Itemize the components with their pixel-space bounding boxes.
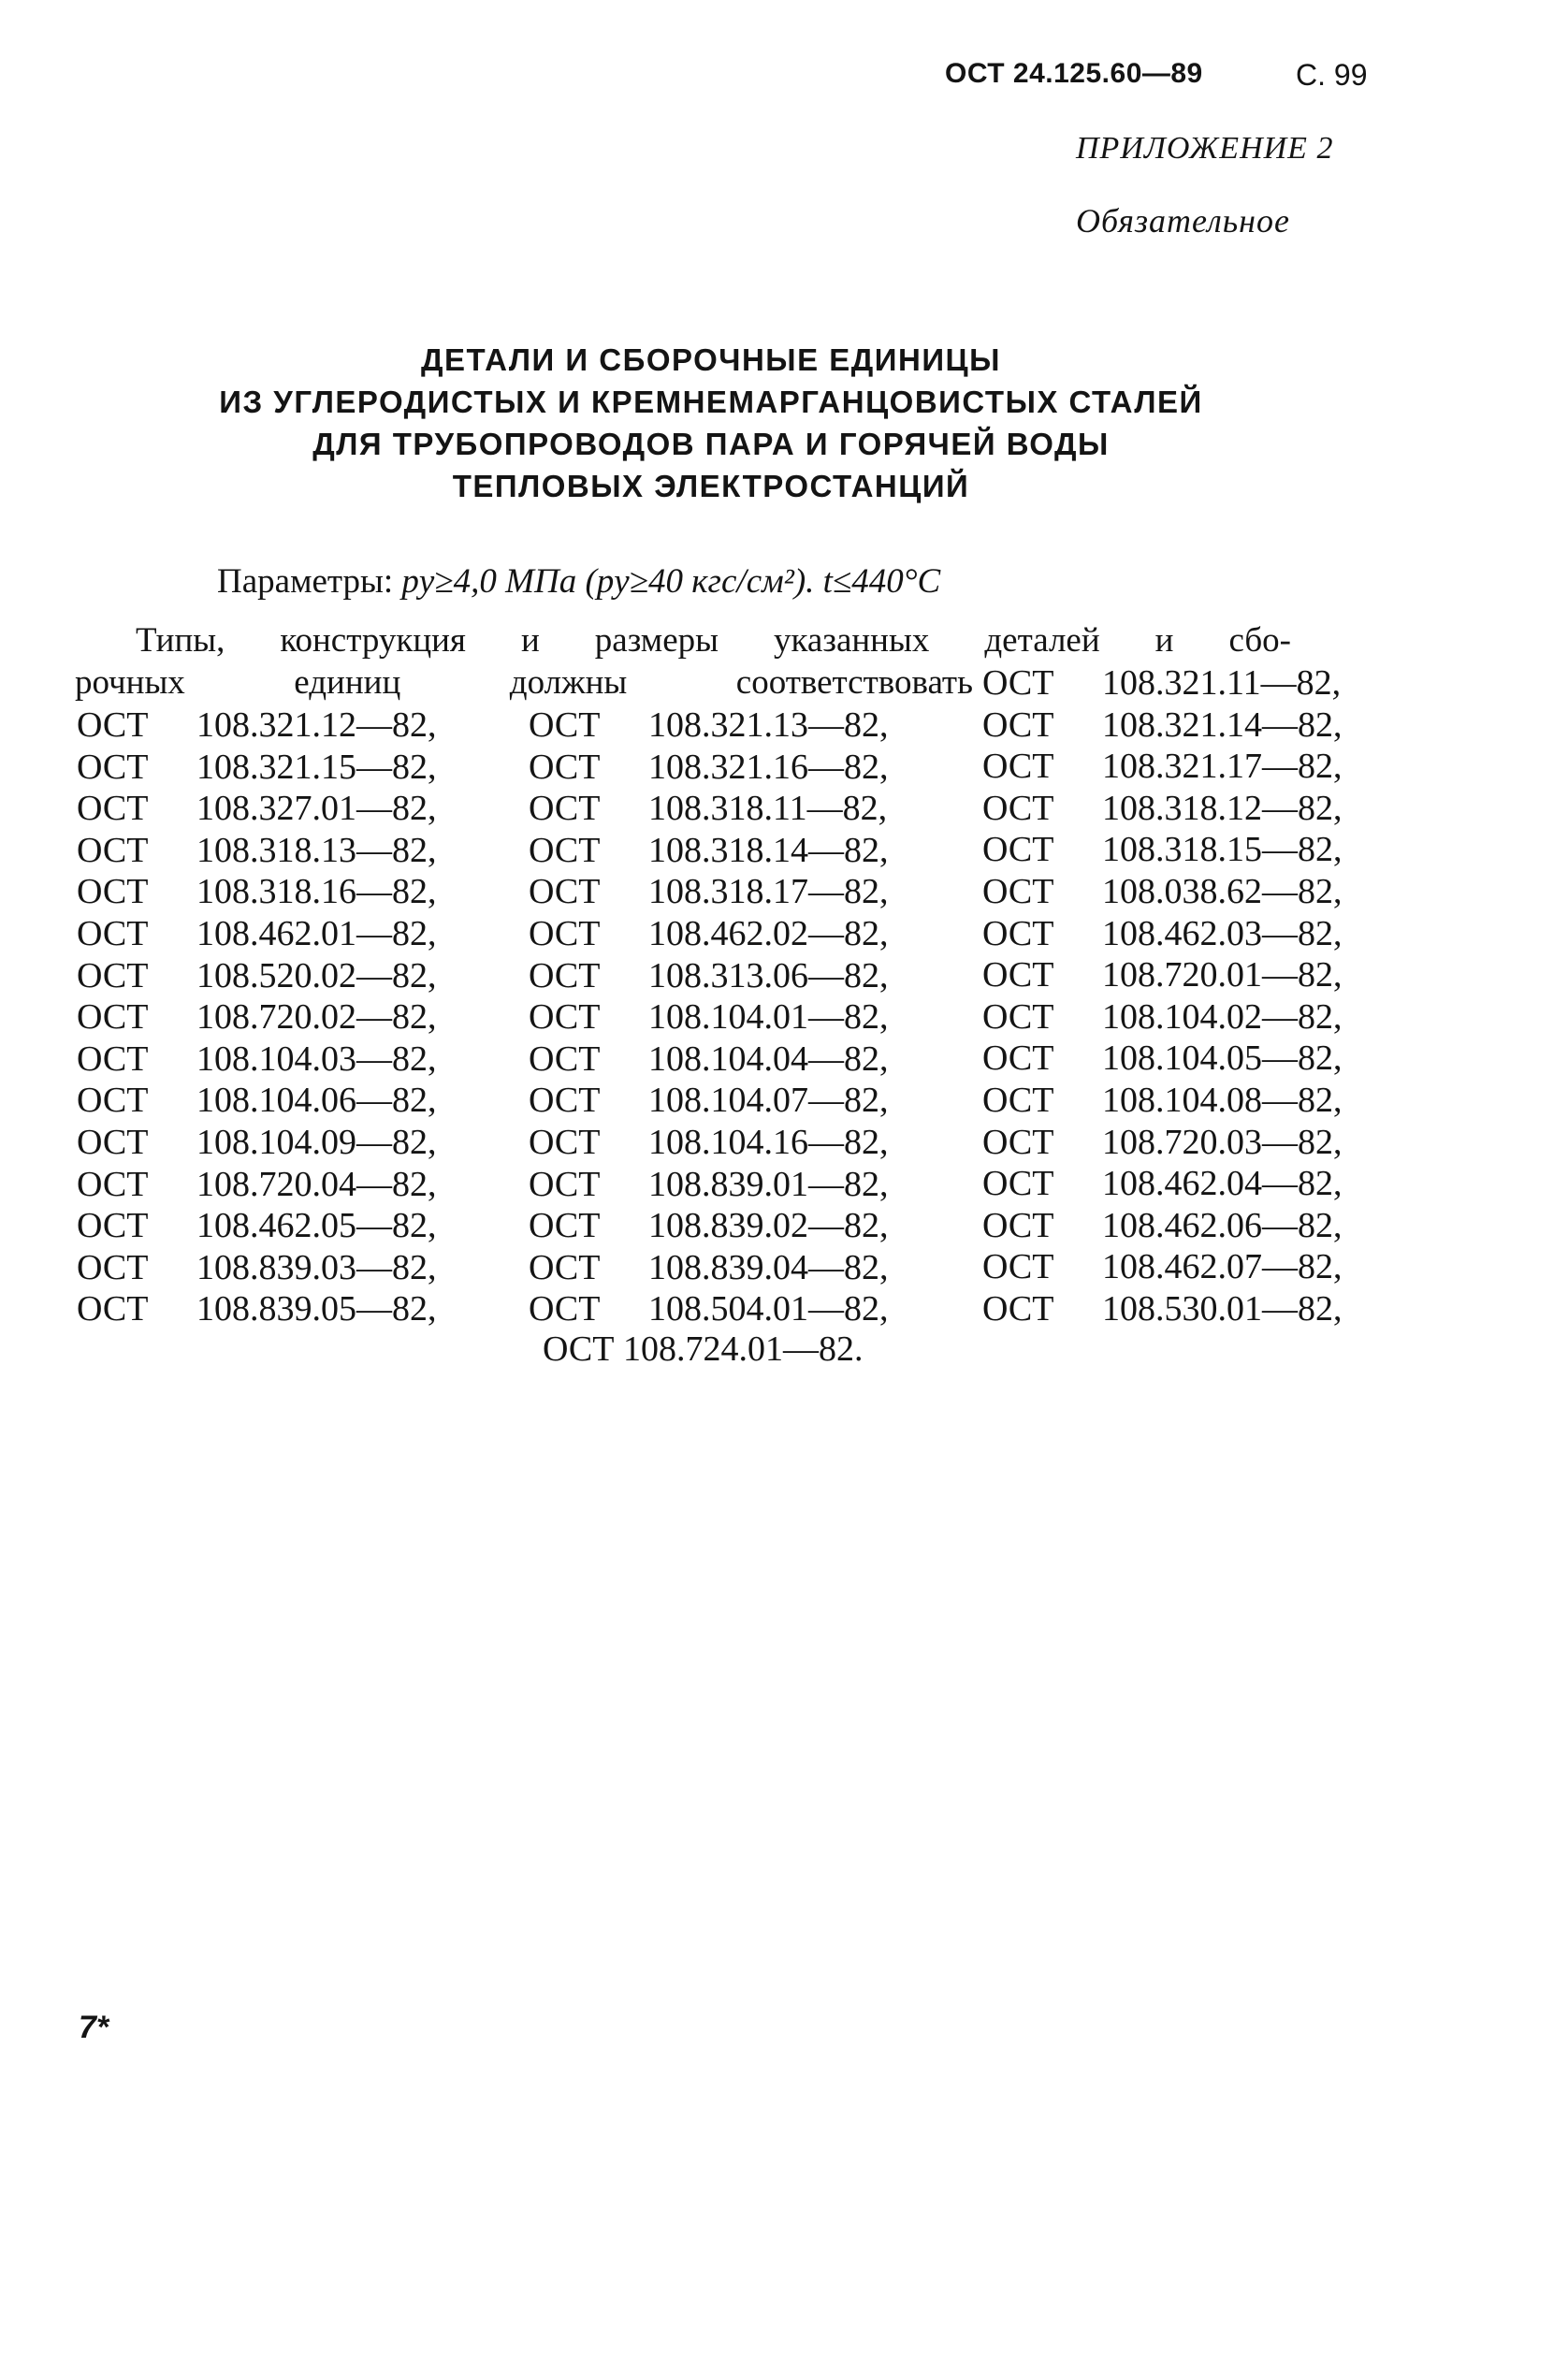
standard-number: 108.318.15—82, [1102, 830, 1343, 870]
standards-column-1 [77, 704, 437, 1330]
standard-number: 108.839.05—82, [196, 1289, 437, 1329]
standard-entry [529, 1164, 889, 1206]
intro-word: указанных [773, 621, 930, 660]
standard-prefix: ОСТ [529, 1289, 601, 1329]
title-line: ДЕТАЛИ И СБОРОЧНЫЕ ЕДИНИЦЫ [421, 342, 1001, 377]
standard-number: 108.462.01—82, [196, 913, 437, 953]
standard-entry [982, 954, 1343, 996]
standard-entry [77, 1080, 437, 1122]
standard-number: 108.462.02—82, [648, 913, 889, 953]
standard-entry [982, 788, 1343, 830]
intro-word: размеры [594, 621, 719, 660]
standard-prefix: ОСТ [77, 1081, 149, 1121]
standard-number: 108.321.12—82, [196, 705, 437, 745]
standard-number: 108.104.07—82, [648, 1081, 889, 1121]
standard-entry [77, 1205, 437, 1247]
intro-word: Типы, [136, 621, 225, 660]
standard-number: 108.321.16—82, [648, 747, 889, 787]
standard-entry [529, 871, 889, 913]
standard-entry [77, 871, 437, 913]
standard-entry [529, 830, 889, 872]
standard-prefix: ОСТ [982, 871, 1054, 911]
standards-column-2 [529, 704, 889, 1330]
standard-number: 108.720.01—82, [1102, 955, 1343, 995]
standard-number: 108.321.11—82, [1102, 663, 1342, 703]
pressure-condition: pу≥4,0 МПа [401, 562, 577, 601]
standard-number: 108.321.13—82, [648, 705, 889, 745]
standard-entry [529, 1122, 889, 1164]
intro-word: должны [509, 663, 628, 702]
standard-entry [529, 996, 889, 1039]
standard-prefix: ОСТ [982, 1205, 1054, 1245]
standard-number: 108.321.17—82, [1102, 747, 1343, 787]
standard-number: 108.327.01—82, [196, 789, 437, 829]
standard-prefix: ОСТ [529, 1164, 601, 1204]
standard-number: 108.839.01—82, [648, 1164, 889, 1204]
standard-number: 108.104.05—82, [1102, 1039, 1343, 1079]
standard-prefix: ОСТ [982, 1122, 1054, 1162]
pressure-condition-alt: (pу≥40 кгс/см²). [585, 562, 815, 601]
standard-number: 108.318.17—82, [648, 872, 889, 912]
standard-prefix: ОСТ [529, 997, 601, 1038]
standard-entry [529, 747, 889, 789]
standard-entry [982, 746, 1343, 788]
standard-entry [982, 871, 1343, 913]
standard-number: 108.321.15—82, [196, 747, 437, 787]
standard-prefix: ОСТ [529, 1206, 601, 1246]
standard-prefix: ОСТ [529, 747, 601, 787]
standard-prefix: ОСТ [77, 830, 149, 870]
standard-number: 108.038.62—82, [1102, 871, 1343, 911]
standard-prefix: ОСТ [982, 913, 1054, 953]
sheet-mark: 7* [79, 2010, 109, 2045]
standard-number: 108.104.09—82, [196, 1122, 437, 1162]
title-line: ДЛЯ ТРУБОПРОВОДОВ ПАРА И ГОРЯЧЕЙ ВОДЫ [312, 427, 1110, 461]
intro-word: конструкция [280, 621, 466, 660]
standard-entry [77, 747, 437, 789]
standard-prefix: ОСТ [77, 997, 149, 1038]
standard-number: 108.104.04—82, [648, 1039, 889, 1079]
standard-prefix: ОСТ [982, 1164, 1054, 1204]
intro-word: и [520, 621, 540, 660]
standard-entry [77, 1164, 437, 1206]
standard-prefix: ОСТ [529, 1039, 601, 1079]
standard-prefix: ОСТ [982, 830, 1054, 870]
standard-entry [982, 704, 1343, 747]
intro-word: деталей [984, 621, 1100, 660]
standard-number: 108.321.14—82, [1102, 704, 1343, 745]
standard-entry [982, 1288, 1343, 1330]
standard-prefix: ОСТ [982, 1039, 1054, 1079]
standard-entry [77, 1122, 437, 1164]
appendix-status: Обязательное [1076, 202, 1290, 240]
standard-number: 108.462.07—82, [1102, 1247, 1343, 1287]
standard-entry [529, 1039, 889, 1081]
standard-prefix: ОСТ [982, 704, 1054, 745]
standard-number: 108.462.06—82, [1102, 1205, 1343, 1245]
standard-number: 108.462.04—82, [1102, 1164, 1343, 1204]
standard-prefix: ОСТ [77, 705, 149, 745]
standard-entry [529, 1080, 889, 1122]
standard-prefix: ОСТ [982, 1247, 1054, 1287]
last-standard-entry: ОСТ 108.724.01—82. [543, 1329, 864, 1369]
standard-number: 108.318.13—82, [196, 830, 437, 870]
standard-prefix: ОСТ [982, 788, 1054, 828]
standard-entry [529, 1205, 889, 1247]
title-line: ИЗ УГЛЕРОДИСТЫХ И КРЕМНЕМАРГАНЦОВИСТЫХ СТАЛЕЙ [219, 385, 1203, 419]
standard-number: 108.462.05—82, [196, 1206, 437, 1246]
standard-number: 108.318.12—82, [1102, 788, 1343, 828]
standard-number: 108.104.01—82, [648, 997, 889, 1038]
standard-prefix: ОСТ [529, 1247, 601, 1287]
standard-prefix: ОСТ [982, 663, 1054, 703]
standard-entry [982, 996, 1343, 1039]
standard-prefix: ОСТ [529, 955, 601, 995]
standard-number: 108.318.11—82, [648, 789, 888, 829]
standard-prefix: ОСТ [77, 1206, 149, 1246]
standard-entry [982, 662, 1343, 704]
standard-prefix: ОСТ [529, 830, 601, 870]
standard-prefix: ОСТ [77, 789, 149, 829]
standard-prefix: ОСТ [77, 1122, 149, 1162]
standard-entry [77, 913, 437, 955]
standard-prefix: ОСТ [982, 1080, 1054, 1120]
document-title [150, 339, 1272, 507]
standard-prefix: ОСТ [77, 955, 149, 995]
appendix-label: ПРИЛОЖЕНИЕ 2 [1076, 131, 1334, 166]
standard-entry [982, 913, 1343, 955]
standard-entry [982, 1038, 1343, 1080]
standard-number: 108.318.14—82, [648, 830, 889, 870]
title-line: ТЕПЛОВЫХ ЭЛЕКТРОСТАНЦИЙ [452, 469, 970, 503]
standard-number: 108.530.01—82, [1102, 1288, 1343, 1329]
standard-prefix: ОСТ [77, 1164, 149, 1204]
standard-entry [529, 1288, 889, 1330]
standard-entry [529, 788, 889, 830]
standard-number: 108.520.02—82, [196, 955, 437, 995]
standard-prefix: ОСТ [77, 913, 149, 953]
standard-number: 108.839.04—82, [648, 1247, 889, 1287]
standard-entry [529, 1247, 889, 1289]
standards-column-3 [982, 662, 1343, 1330]
standard-number: 108.720.03—82, [1102, 1122, 1343, 1162]
standard-entry [77, 955, 437, 997]
standard-prefix: ОСТ [529, 872, 601, 912]
parameters-label: Параметры: [217, 562, 394, 601]
standard-number: 108.313.06—82, [648, 955, 889, 995]
intro-word: единиц [294, 663, 401, 702]
standard-prefix: ОСТ [77, 747, 149, 787]
intro-line-1 [136, 620, 1291, 661]
standard-entry [529, 913, 889, 955]
standard-number: 108.104.06—82, [196, 1081, 437, 1121]
standard-entry [982, 1080, 1343, 1122]
standard-prefix: ОСТ [77, 1039, 149, 1079]
standard-entry [77, 1247, 437, 1289]
standard-number: 108.504.01—82, [648, 1289, 889, 1329]
standard-prefix: ОСТ [77, 872, 149, 912]
standard-number: 108.720.04—82, [196, 1164, 437, 1204]
standard-prefix: ОСТ [529, 789, 601, 829]
standard-code: ОСТ 24.125.60—89 [945, 58, 1203, 89]
intro-word: соответствовать [735, 663, 973, 702]
standard-number: 108.104.08—82, [1102, 1080, 1343, 1120]
standard-number: 108.104.02—82, [1102, 996, 1343, 1037]
standard-number: 108.839.02—82, [648, 1206, 889, 1246]
standard-entry [77, 830, 437, 872]
standard-entry [982, 1122, 1343, 1164]
standard-entry [982, 1205, 1343, 1247]
standard-entry [77, 704, 437, 747]
standard-prefix: ОСТ [529, 1122, 601, 1162]
intro-word: сбо- [1228, 621, 1291, 660]
page-number: С. 99 [1296, 58, 1368, 92]
standard-number: 108.462.03—82, [1102, 913, 1343, 953]
standard-entry [77, 788, 437, 830]
parameters-line [217, 561, 940, 602]
standard-entry [77, 996, 437, 1039]
standard-prefix: ОСТ [982, 955, 1054, 995]
standard-number: 108.318.16—82, [196, 872, 437, 912]
standard-number: 108.104.16—82, [648, 1122, 889, 1162]
standard-prefix: ОСТ [529, 705, 601, 745]
intro-word: и [1154, 621, 1174, 660]
intro-word: рочных [75, 663, 185, 702]
standard-entry [529, 955, 889, 997]
standard-prefix: ОСТ [982, 1288, 1054, 1329]
standard-prefix: ОСТ [529, 1081, 601, 1121]
standard-entry [982, 1246, 1343, 1288]
temperature-condition: t≤440°C [822, 562, 941, 601]
standard-prefix: ОСТ [982, 996, 1054, 1037]
standard-entry [529, 704, 889, 747]
standard-number: 108.104.03—82, [196, 1039, 437, 1079]
standard-entry [982, 829, 1343, 871]
standard-entry [77, 1288, 437, 1330]
standard-prefix: ОСТ [982, 747, 1054, 787]
intro-line-2 [75, 662, 973, 703]
standard-prefix: ОСТ [77, 1247, 149, 1287]
standard-number: 108.720.02—82, [196, 997, 437, 1038]
standard-number: 108.839.03—82, [196, 1247, 437, 1287]
standard-prefix: ОСТ [77, 1289, 149, 1329]
standard-entry [77, 1039, 437, 1081]
standard-entry [982, 1163, 1343, 1205]
standard-prefix: ОСТ [529, 913, 601, 953]
